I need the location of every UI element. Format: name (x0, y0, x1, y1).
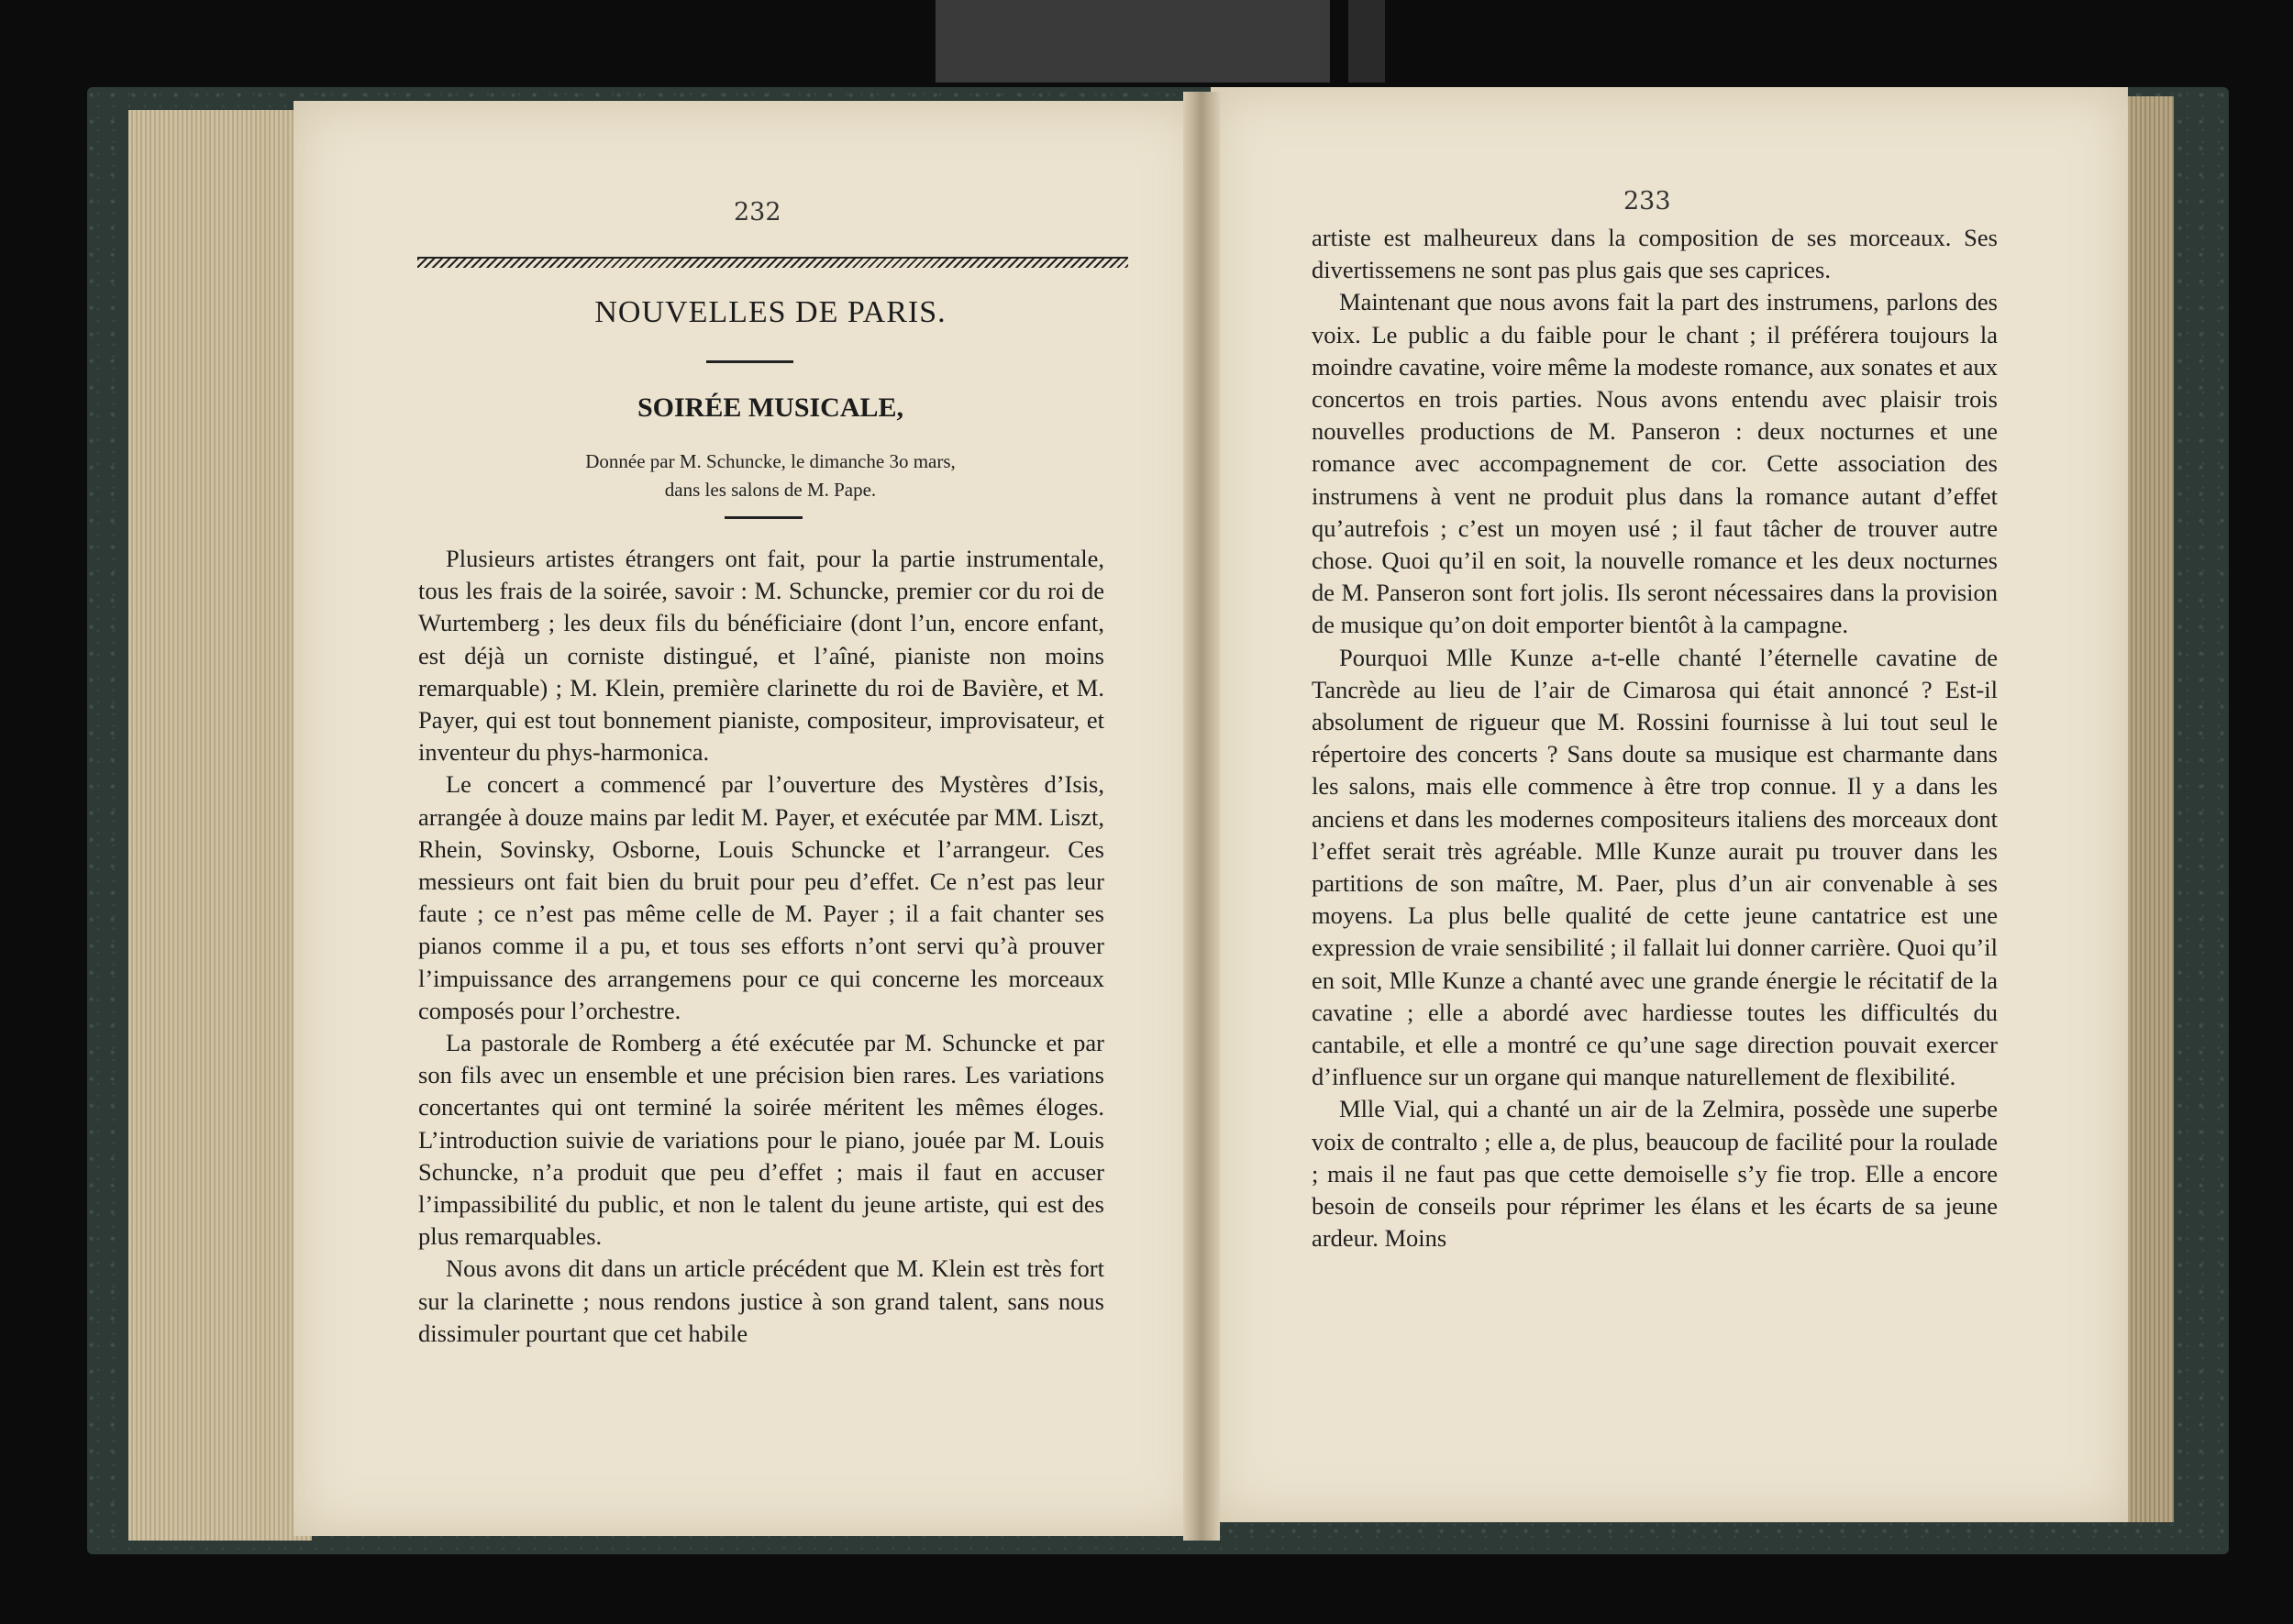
left-page-text (418, 543, 1104, 1350)
article-byline-2: dans les salons de M. Pape. (664, 479, 877, 501)
paragraph: Mlle Vial, qui a chanté un air de la Zelmira, possède une superbe voix de contralto ; elle a, de plus, beaucoup de facilité pour la roulade ; mais il ne faut pas que cette demoiselle s’y fie trop. Elle a encore besoin de conseils pour réprimer les élans et les écarts de sa jeune ardeur. Moins (1312, 1095, 1998, 1253)
paragraph: Nous avons dit dans un article précédent que M. Klein est très fort sur la clarinette ; nous rendons justice à son grand talent, sans nous dissimuler pourtant que cet habile (418, 1254, 1104, 1347)
paragraph: artiste est malheureux dans la composition de ses morceaux. Ses divertissemens ne sont pas plus gais que ses caprices. (1312, 224, 1998, 284)
header-ornamental-rule (417, 257, 1128, 268)
paragraph: Le concert a commencé par l’ouverture des Mystères d’Isis, arrangée à douze mains par ledit M. Payer, et exécutée par MM. Liszt, Rhein, Sovinsky, Osborne, Louis Schuncke et l’arrangeur. Ces messieurs ont fait bien du bruit pour peu d’effet. Ce n’est pas leur faute ; ce n’est pas même celle de M. Payer ; il a fait chanter ses pianos comme il a pu, et tous ses efforts n’ont servi qu’à prouver l’impuissance des arrangemens pour ce qui concerne les morceaux composés pour l’orchestre. (418, 770, 1104, 1024)
page-edges-left (128, 110, 312, 1541)
article-byline-1: Donnée par M. Schuncke, le dimanche 3o mars, (585, 450, 956, 472)
paragraph: Maintenant que nous avons fait la part des instrumens, parlons des voix. Le public a du faible pour le chant ; il préférera toujours la moindre cavatine, voire même la modeste romance, aux sonates et aux concertos en trois parties. Nous avons entendu avec plaisir trois nouvelles productions de M. Panseron : deux nocturnes et une romance avec accompagnement de cor. Cette association des instrumens à vent ne produit plus dans la romance autant d’effet qu’autrefois ; c’est un moyen usé ; il faut tâcher de trouver autre chose. Quoi qu’il en soit, la nouvelle romance et les deux nocturnes de M. Panseron sont fort jolis. Ils seront nécessaires dans la provision de musique qu’on doit emporter bientôt à la campagne. (1312, 288, 1998, 639)
byline-rule (725, 516, 803, 519)
page-number-right: 233 (1623, 187, 1671, 215)
title-rule (706, 360, 793, 363)
article-title: NOUVELLES DE PARIS. (594, 295, 947, 329)
scan-background-strip (936, 0, 1330, 83)
paragraph: Pourquoi Mlle Kunze a-t-elle chanté l’éternelle cavatine de Tancrède au lieu de l’air de Cimarosa qui était annoncé ? Est-il absolument de rigueur que M. Rossini fournisse à lui tout seul le répertoire des concerts ? Sans doute sa musique est charmante dans les salons, mais elle commence à être trop connue. Il y a dans les anciens et dans les modernes compositeurs italiens des morceaux dont l’effet serait très agréable. Mlle Kunze aurait pu trouver dans les partitions de son maître, M. Paer, plus d’un air convenable à ses moyens. La plus belle qualité de cette jeune cantatrice est une expression de vraie sensibilité ; il fallait lui donner carrière. Quoi qu’il en soit, Mlle Kunze a chanté avec une grande énergie le récitatif de la cavatine ; elle a abordé avec hardiesse toutes les difficultés du cantabile, et elle a montré ce qu’une sage direction pouvait exercer d’influence sur un organe qui manque naturellement de flexibilité. (1312, 643, 1998, 1091)
article-subtitle: SOIRÉE MUSICALE, (637, 392, 904, 423)
book-gutter (1183, 92, 1220, 1541)
paragraph: Plusieurs artistes étrangers ont fait, pour la partie instrumentale, tous les frais de la soirée, savoir : M. Schuncke, premier cor du roi de Wurtemberg ; les deux fils du bénéficiaire (dont l’un, encore enfant, est déjà un corniste distingué, et l’aîné, pianiste non moins remarquable) ; M. Klein, première clarinette du roi de Bavière, et M. Payer, qui est tout bonnement pianiste, compositeur, improvisateur, et inventeur du phys-harmonica. (418, 545, 1104, 767)
right-page-text (1312, 222, 1998, 1255)
paragraph: La pastorale de Romberg a été exécutée par M. Schuncke et par son fils avec un ensemble et une précision bien rares. Les variations concertantes qui ont terminé la soirée méritent les mêmes éloges. L’introduction suivie de variations pour le piano, jouée par M. Louis Schuncke, n’a produit que peu d’effet ; mais il faut en accuser l’impassibilité du public, et non le talent du jeune artiste, qui est des plus remarquables. (418, 1029, 1104, 1251)
page-number-left: 232 (734, 198, 781, 226)
scan-background-strip-2 (1348, 0, 1385, 83)
